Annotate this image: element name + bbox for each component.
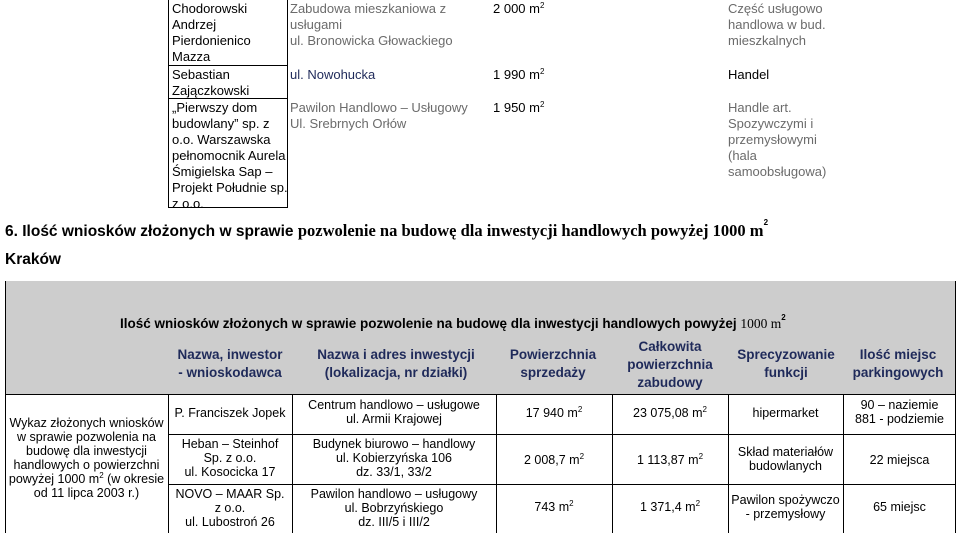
table-cell: Pawilon spożywczo - przemysłowy [731, 493, 840, 521]
header-parking: Ilość miejsc parkingowych [852, 347, 944, 380]
name-address-cell: Zabudowa mieszkaniowa z usługami ul. Bronowicka Głowackiego [290, 1, 453, 48]
investor-cell: Chodorowski Andrzej Pierdonienico Mazza [172, 1, 251, 64]
profile-cell: Handle art. Spozywczymi i przemysłowymi (hala samoobsługowa) [728, 100, 827, 179]
table-cell: NOVO – MAAR Sp. z o.o. ul. Lubostroń 26 [175, 487, 285, 529]
investor-cell: „Pierwszy dom budowlany” sp. z o.o. Warszawska pełnomocnik Aurela Śmigielska Sap – Projekt Południe sp. z o.o. [172, 100, 288, 211]
top-table [168, 0, 959, 211]
table-cell: P. Franciszek Jopek [174, 406, 286, 420]
profile-cell: Część usługowo handlowa w bud. mieszkalnych [728, 1, 826, 48]
city-label: Kraków [5, 251, 61, 268]
header-investor: Nazwa, inwestor - wnioskodawca [177, 347, 283, 380]
table-cell: 2 008,7 $m^2$ [523, 452, 585, 467]
table-title: Ilość wniosków złożonych w sprawie pozwolenie na budowę dla inwestycji handlowych powyżej 1000 $m^2$ [120, 313, 786, 331]
row-group-label: Wykaz złożonych wniosków w sprawie pozwolenia na budowę dla inwestycji handlowych o powierzchni powyżej 1000 $m^2$ (w okresie od 11 lipca 2003 r.) [8, 416, 165, 500]
divider [5, 394, 956, 395]
table-cell: 1 113,87 $m^2$ [636, 452, 704, 467]
table-cell: Skład materiałów budowlanych [737, 445, 834, 473]
divider [168, 434, 956, 435]
header-function: Sprecyzowanie funkcji [737, 347, 835, 380]
table-cell: 23 075,08 $m^2$ [633, 405, 707, 420]
header-sales-area: Powierzchnia sprzedaży [509, 347, 597, 380]
section-heading: 6. Ilość wniosków złożonych w sprawie pozwolenie na budowę dla inwestycji handlowych powyżej 1000 $m^2$ [5, 218, 769, 240]
area-cell: 1 950 $m^2$ [493, 100, 545, 115]
table-cell: 65 miejsc [873, 500, 926, 514]
table-cell: 17 940 $m^2$ [525, 405, 583, 420]
table-cell: Heban – Steinhof Sp. z o.o. ul. Kosocicka 17 [181, 437, 279, 479]
table-cell: 22 miejsca [869, 453, 930, 467]
header-name-address: Nazwa i adres inwestycji (lokalizacja, nr działki) [317, 347, 475, 380]
table-cell: 743 $m^2$ [534, 499, 574, 514]
table-cell: Centrum handlowo – usługowe ul. Armii Krajowej [308, 398, 480, 426]
area-cell: 2 000 $m^2$ [493, 1, 545, 16]
header-total-area: Całkowita powierzchnia zabudowy [627, 339, 713, 390]
table-cell: Pawilon handlowo – usługowy ul. Bobrzyńskiego dz. III/5 i III/2 [310, 487, 478, 529]
investor-cell: Sebastian Zajączkowski [172, 67, 250, 98]
divider [168, 484, 956, 485]
area-cell: 1 990 $m^2$ [493, 67, 545, 82]
table-cell: 90 – naziemie 881 - podziemie [855, 398, 944, 426]
profile-cell: Handel [728, 67, 770, 82]
name-address-cell: Pawilon Handlowo – Usługowy Ul. Srebrnych Orłów [290, 100, 468, 131]
name-address-cell: ul. Nowohucka [290, 67, 376, 82]
table-cell: Budynek biurowo – handlowy ul. Kobierzyńska 106 dz. 33/1, 33/2 [312, 437, 476, 479]
table-cell: 1 371,4 $m^2$ [639, 499, 701, 514]
table-cell: hipermarket [752, 406, 819, 420]
